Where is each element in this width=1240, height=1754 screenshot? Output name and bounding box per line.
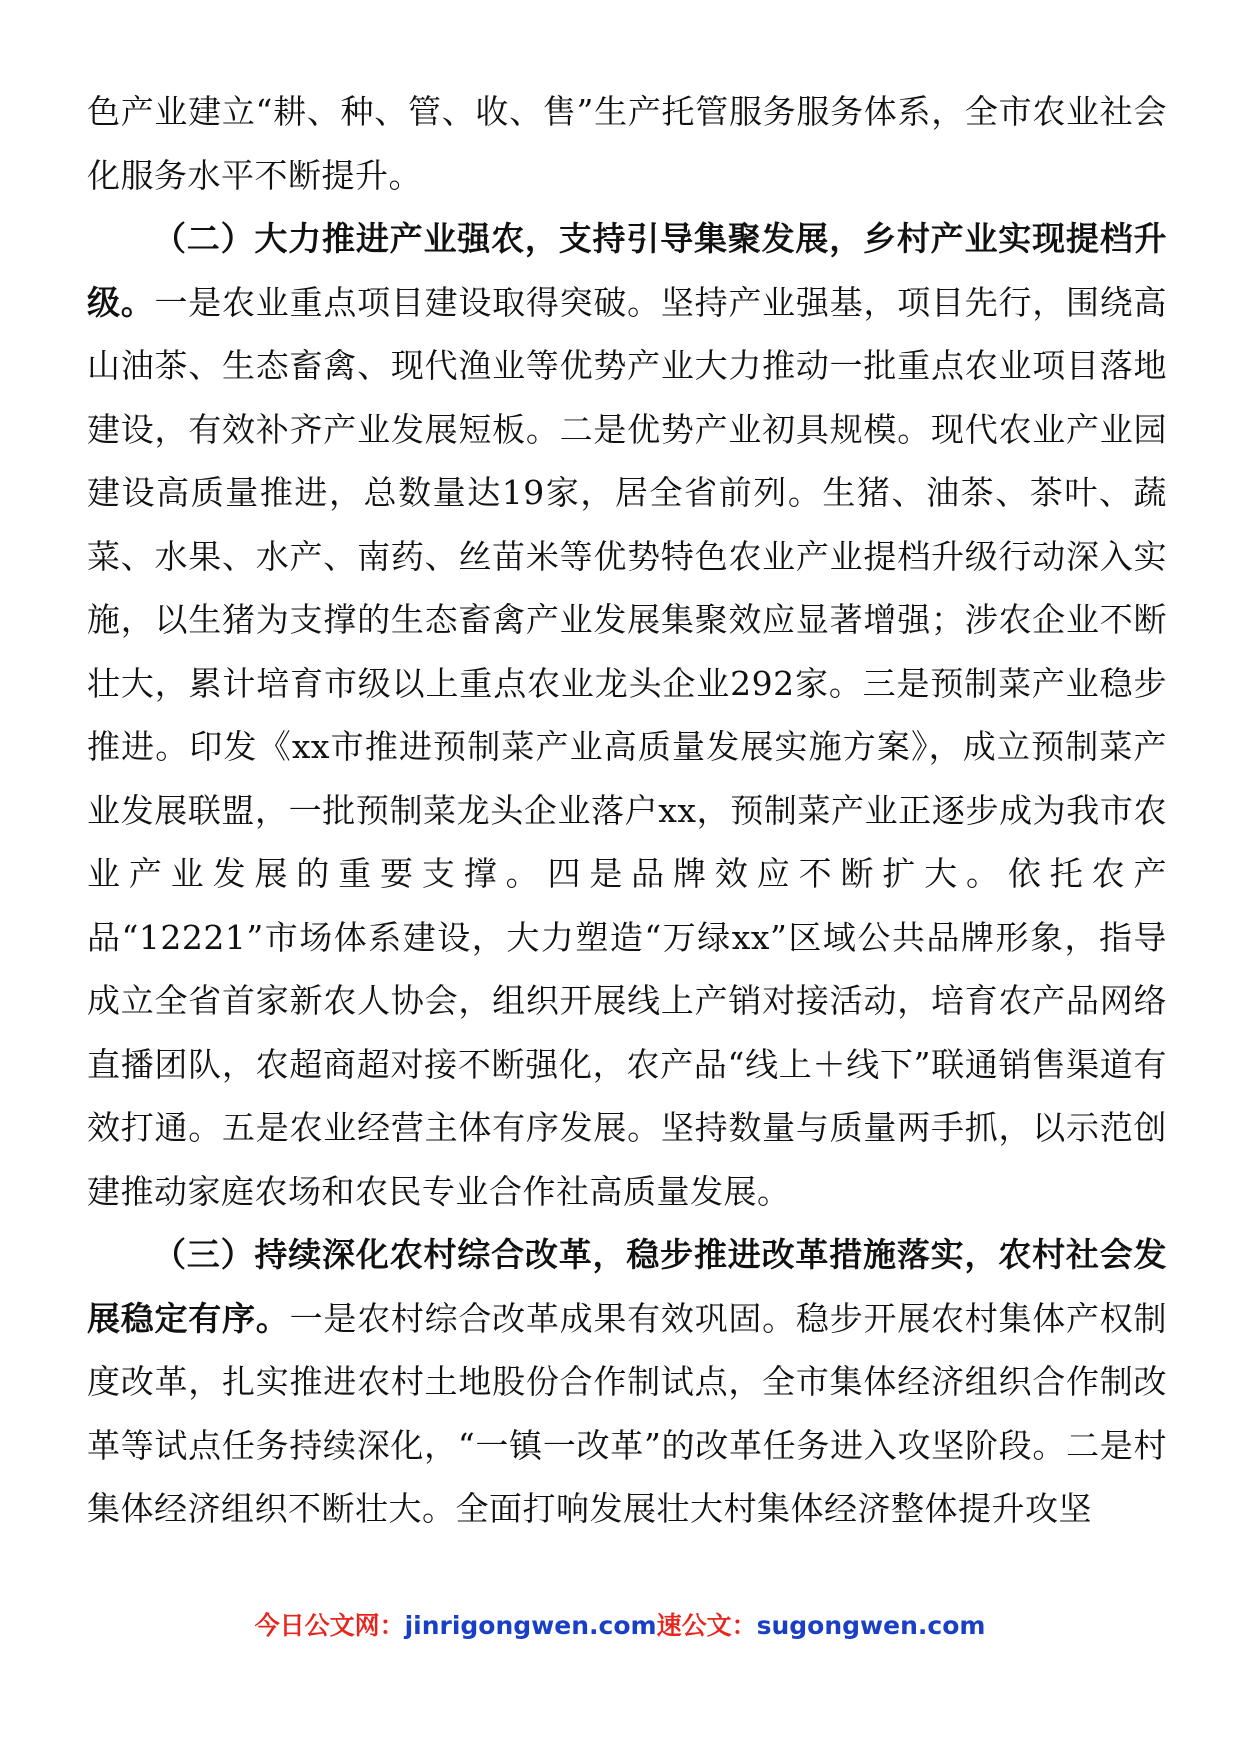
section-3-heading: （三）持续深化农村综合改革，稳步推进改革措施落实，农村社会发展稳定有序。	[87, 1235, 1167, 1338]
paragraph-section-2	[87, 207, 1167, 1223]
footer-site-name-1: 今日公文网：	[254, 1611, 405, 1640]
paragraph-continuation: 色产业建立“耕、种、管、收、售”生产托管服务服务体系，全市农业社会化服务水平不断提升。	[87, 92, 1167, 195]
watermark-footer	[0, 1606, 1240, 1646]
section-3-body: 一是农村综合改革成果有效巩固。稳步开展农村集体产权制度改革，扎实推进农村土地股份合作制试点，全市集体经济组织合作制改革等试点任务持续深化，“一镇一改革”的改革任务进入攻坚阶段。二是村集体经济组织不断壮大。全面打响发展壮大村集体经济整体提升攻坚	[87, 1298, 1168, 1528]
footer-site-name-2: 速公文：	[656, 1611, 757, 1640]
footer-site-url-2[interactable]: sugongwen.com	[756, 1611, 986, 1640]
footer-site-url-1[interactable]: jinrigongwen.com	[404, 1611, 657, 1640]
paragraph-section-3	[87, 1223, 1167, 1541]
section-2-heading: （二）大力推进产业强农，支持引导集聚发展，乡村产业实现提档升级。	[87, 219, 1167, 322]
document-body	[87, 80, 1167, 1541]
section-2-body: 一是农业重点项目建设取得突破。坚持产业强基，项目先行，围绕高山油茶、生态畜禽、现代渔业等优势产业大力推动一批重点农业项目落地建设，有效补齐产业发展短板。二是优势产业初具规模。现代农业产业园建设高质量推进，总数量达19家，居全省前列。生猪、油茶、茶叶、蔬菜、水果、水产、南药、丝苗米等优势特色农业产业提档升级行动深入实施，以生猪为支撑的生态畜禽产业发展集聚效应显著增强；涉农企业不断壮大，累计培育市级以上重点农业龙头企业292家。三是预制菜产业稳步推进。印发《xx市推进预制菜产业高质量发展实施方案》，成立预制菜产业发展联盟，一批预制菜龙头企业落户xx，预制菜产业正逐步成为我市农业产业发展的重要支撑。四是品牌效应不断扩大。依托农产品“12221”市场体系建设，大力塑造“万绿xx”区域公共品牌形象，指导成立全省首家新农人协会，组织开展线上产销对接活动，培育农产品网络直播团队，农超商超对接不断强化，农产品“线上＋线下”联通销售渠道有效打通。五是农业经营主体有序发展。坚持数量与质量两手抓，以示范创建推动家庭农场和农民专业合作社高质量发展。	[87, 282, 1168, 1211]
